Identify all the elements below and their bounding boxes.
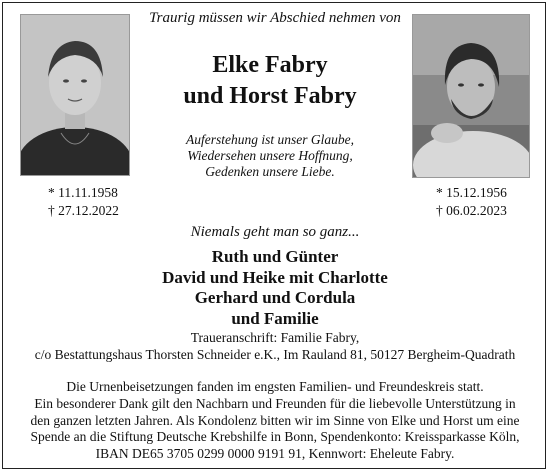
birth-date: * 11.11.1958 xyxy=(48,185,118,200)
memorial-quote xyxy=(130,132,410,180)
address-line: Traueranschrift: Familie Fabry, xyxy=(190,330,360,345)
closing-line: Spende an die Stiftung Deutsche Krebshilfe in Bonn, Spendenkonto: Kreissparkasse Köln, xyxy=(30,429,520,445)
deceased-names xyxy=(130,50,410,112)
portrait-photo-elke xyxy=(20,14,130,176)
mourning-address xyxy=(0,329,550,363)
address-line: c/o Bestattungshaus Thorsten Schneider e.K., Im Rauland 81, 50127 Bergheim-Quadrath xyxy=(34,347,516,362)
name-line: und Horst Fabry xyxy=(183,83,357,109)
mourner-line: Ruth und Günter xyxy=(211,247,339,266)
closing-line: IBAN DE65 3705 0299 0000 9191 91, Kennwort: Eheleute Fabry. xyxy=(95,446,455,462)
closing-text xyxy=(0,379,550,463)
quote-line: Gedenken unsere Liebe. xyxy=(205,164,335,179)
motto-line: Niemals geht man so ganz... xyxy=(190,224,360,240)
mourner-line: David und Heike mit Charlotte xyxy=(162,267,388,287)
closing-line: Die Urnenbeisetzungen fanden im engsten Familien- und Freundeskreis statt. xyxy=(66,379,484,394)
portrait-photo-horst xyxy=(412,14,530,178)
quote-line: Auferstehung ist unser Glaube, xyxy=(186,132,354,147)
birth-date: * 15.12.1956 xyxy=(436,185,507,200)
mourner-line: und Familie xyxy=(231,308,319,328)
death-date: † 27.12.2022 xyxy=(48,203,119,218)
name-line: Elke Fabry xyxy=(212,52,328,78)
closing-line: Ein besonderer Dank gilt den Nachbarn und Freunden für die liebevolle Unterstützung in xyxy=(34,395,516,411)
quote-line: Wiedersehen unsere Hoffnung, xyxy=(187,148,353,163)
dates-elke xyxy=(48,184,119,220)
mourner-line: Gerhard und Cordula xyxy=(194,288,356,307)
mourners-list xyxy=(0,247,550,329)
dates-horst xyxy=(436,184,507,220)
death-date: † 06.02.2023 xyxy=(436,203,507,218)
closing-line: den ganzen letzten Jahren. Als Kondolenz bitten wir im Sinne von Elke und Horst um eine xyxy=(30,412,520,428)
intro-line: Traurig müssen wir Abschied nehmen von xyxy=(149,10,401,26)
